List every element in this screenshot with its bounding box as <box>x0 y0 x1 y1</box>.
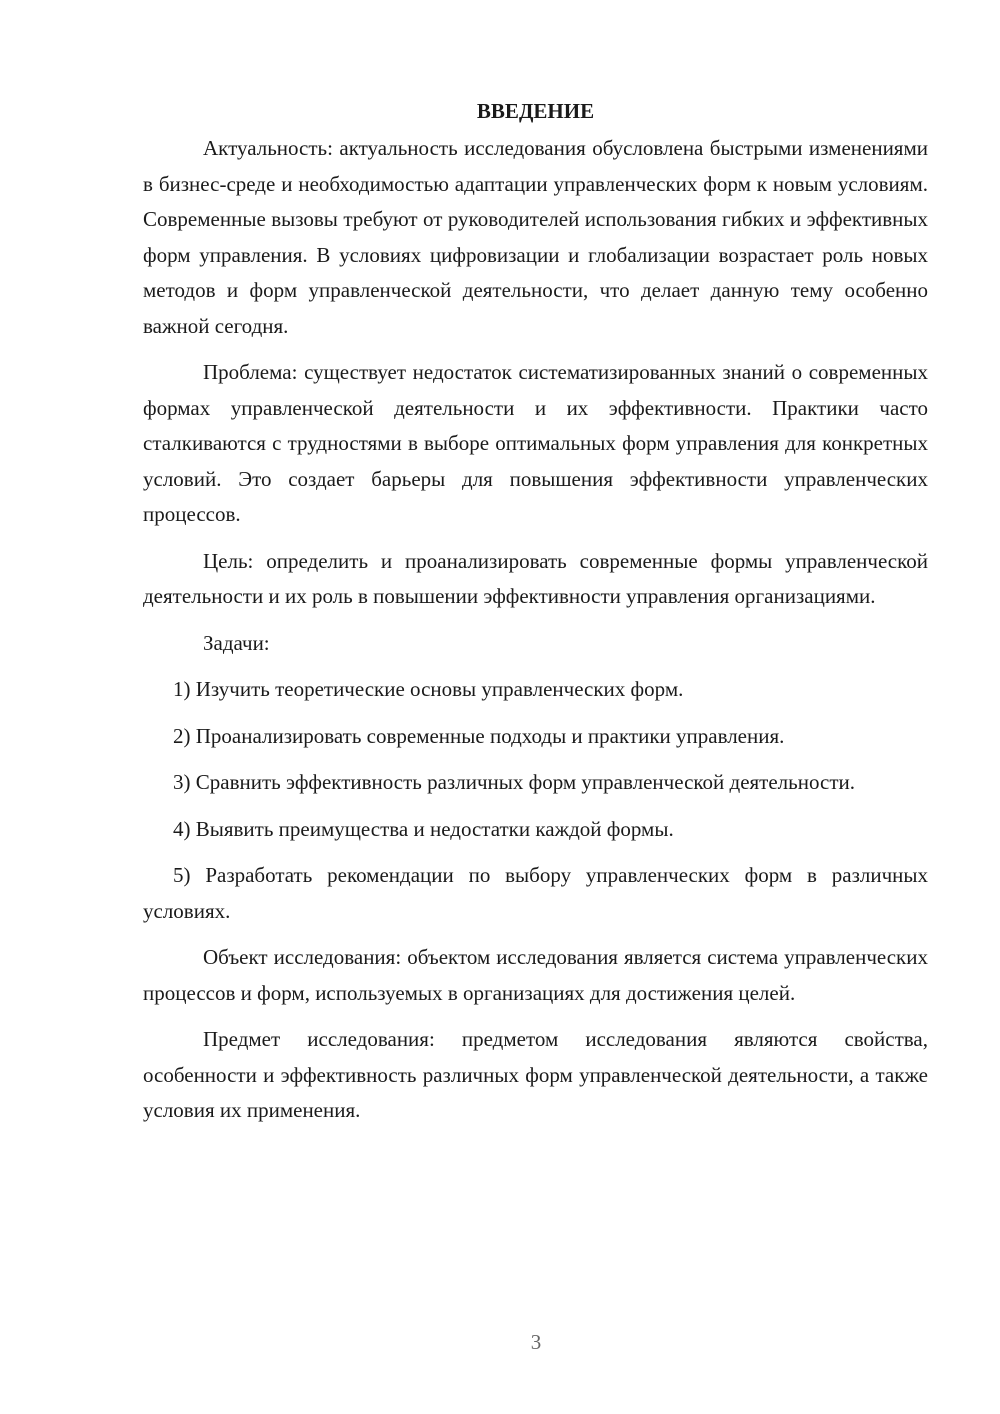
paragraph-problem: Проблема: существует недостаток систематизированных знаний о современных формах управленческой деятельности и их эффективности. Практики часто сталкиваются с трудностями в выборе оптимальных форм управления для конкретных условий. Это создает барьеры для повышения эффективности управленческих процессов. <box>143 360 928 526</box>
paragraph-tasks-heading: Задачи: <box>203 630 270 655</box>
section-title: ВВЕДЕНИЕ <box>476 99 595 123</box>
document-body <box>143 94 928 1140</box>
paragraph-goal: Цель: определить и проанализировать современные формы управленческой деятельности и их роль в повышении эффективности управления организациями. <box>143 548 928 608</box>
paragraph-object: Объект исследования: объектом исследования является система управленческих процессов и форм, используемых в организациях для достижения целей. <box>143 945 928 1005</box>
paragraph-relevance: Актуальность: актуальность исследования обусловлена быстрыми изменениями в бизнес-среде и необходимостью адаптации управленческих форм к новым условиям. Современные вызовы требуют от руководителей использования гибких и эффективных форм управления. В условиях цифровизации и глобализации возрастает роль новых методов и форм управленческой деятельности, что делает данную тему особенно важной сегодня. <box>143 136 928 338</box>
task-item-1: 1) Изучить теоретические основы управленческих форм. <box>173 677 684 701</box>
task-item-4: 4) Выявить преимущества и недостатки каждой формы. <box>173 816 674 841</box>
page-number: 3 <box>530 1330 542 1354</box>
paragraph-subject: Предмет исследования: предметом исследования являются свойства, особенности и эффективность различных форм управленческой деятельности, а также условия их применения. <box>143 1027 928 1122</box>
task-item-3: 3) Сравнить эффективность различных форм управленческой деятельности. <box>173 770 855 794</box>
task-item-2: 2) Проанализировать современные подходы и практики управления. <box>173 723 785 748</box>
task-item-5: 5) Разработать рекомендации по выбору управленческих форм в различных условиях. <box>143 863 928 923</box>
